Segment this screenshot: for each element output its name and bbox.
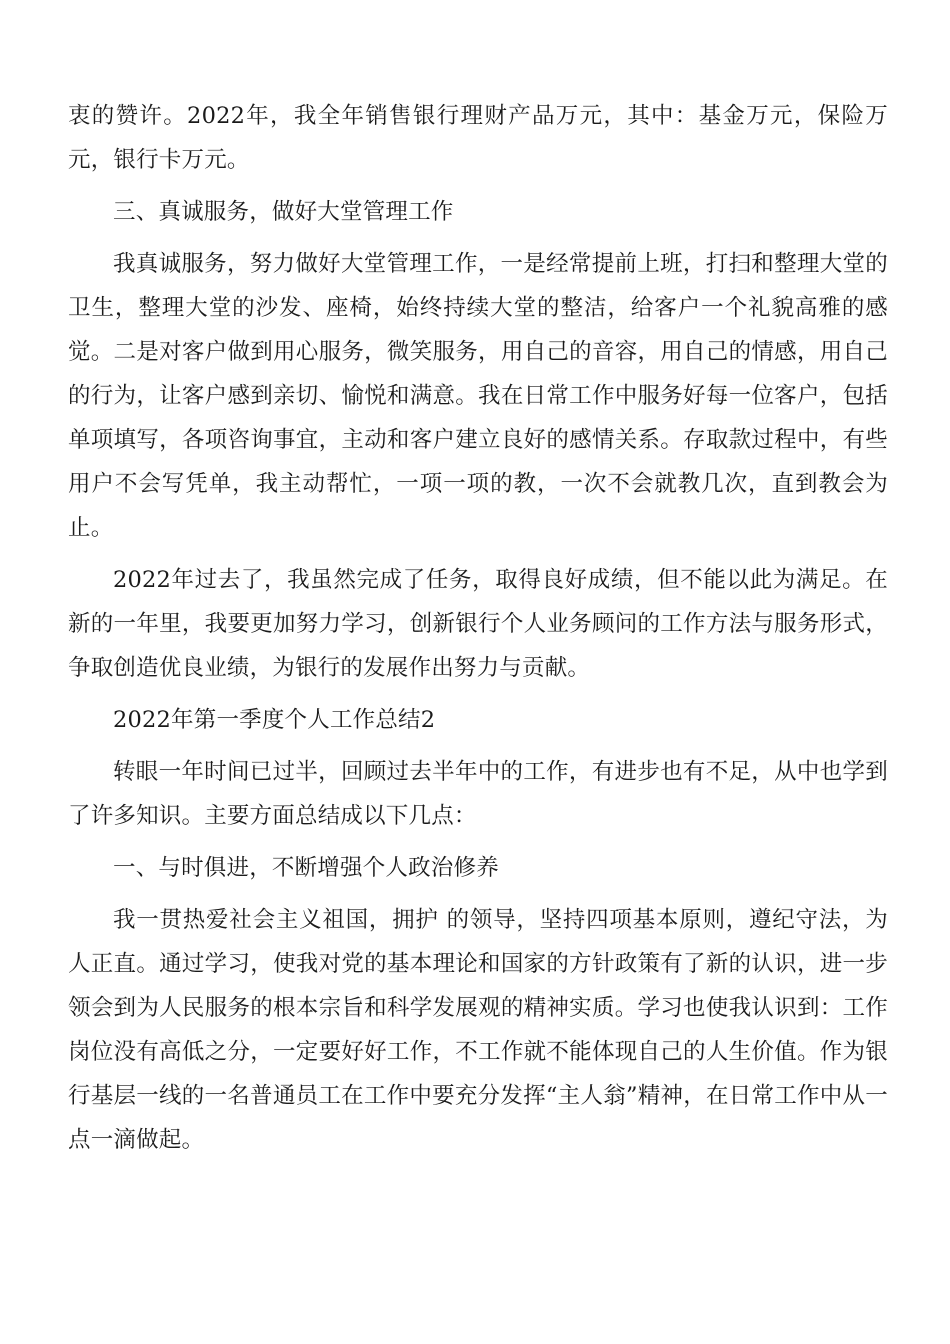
paragraph-continuation: 衷的赞许。2022年，我全年销售银行理财产品万元，其中：基金万元，保险万元，银行卡万元。 (68, 103, 888, 173)
paragraph-politics: 我一贯热爱社会主义祖国，拥护 的领导，坚持四项基本原则，遵纪守法，为人正直。通过学习，使我对党的基本理论和国家的方针政策有了新的认识，进一步领会到为人民服务的根本宗旨和科学发展观的精神实质。学习也使我认识到：工作岗位没有高低之分，一定要好好工作，不工作就不能体现自己的人生价值。作为银行基层一线的一名普通员工在工作中要充分发挥“主人翁”精神，在日常工作中从一点一滴做起。 (68, 907, 888, 1153)
paragraph-conclusion: 2022年过去了，我虽然完成了任务，取得良好成绩，但不能以此为满足。在新的一年里，我要更加努力学习，创新银行个人业务顾问的工作方法与服务形式，争取创造优良业绩，为银行的发展作出努力与贡献。 (68, 567, 888, 681)
section-heading-1: 一、与时俱进，不断增强个人政治修养 (113, 855, 499, 881)
section-heading-3: 三、真诚服务，做好大堂管理工作 (113, 199, 454, 225)
paragraph-intro: 转眼一年时间已过半，回顾过去半年中的工作，有进步也有不足，从中也学到了许多知识。主要方面总结成以下几点： (68, 759, 888, 829)
document-body (68, 94, 888, 1162)
document-subtitle: 2022年第一季度个人工作总结2 (113, 707, 436, 733)
paragraph-service: 我真诚服务，努力做好大堂管理工作，一是经常提前上班，打扫和整理大堂的卫生，整理大堂的沙发、座椅，始终持续大堂的整洁，给客户一个礼貌高雅的感觉。二是对客户做到用心服务，微笑服务，用自己的音容，用自己的情感，用自己的行为，让客户感到亲切、愉悦和满意。我在日常工作中服务好每一位客户，包括单项填写，各项咨询事宜，主动和客户建立良好的感情关系。存取款过程中，有些用户不会写凭单，我主动帮忙，一项一项的教，一次不会就教几次，直到教会为止。 (68, 251, 888, 541)
